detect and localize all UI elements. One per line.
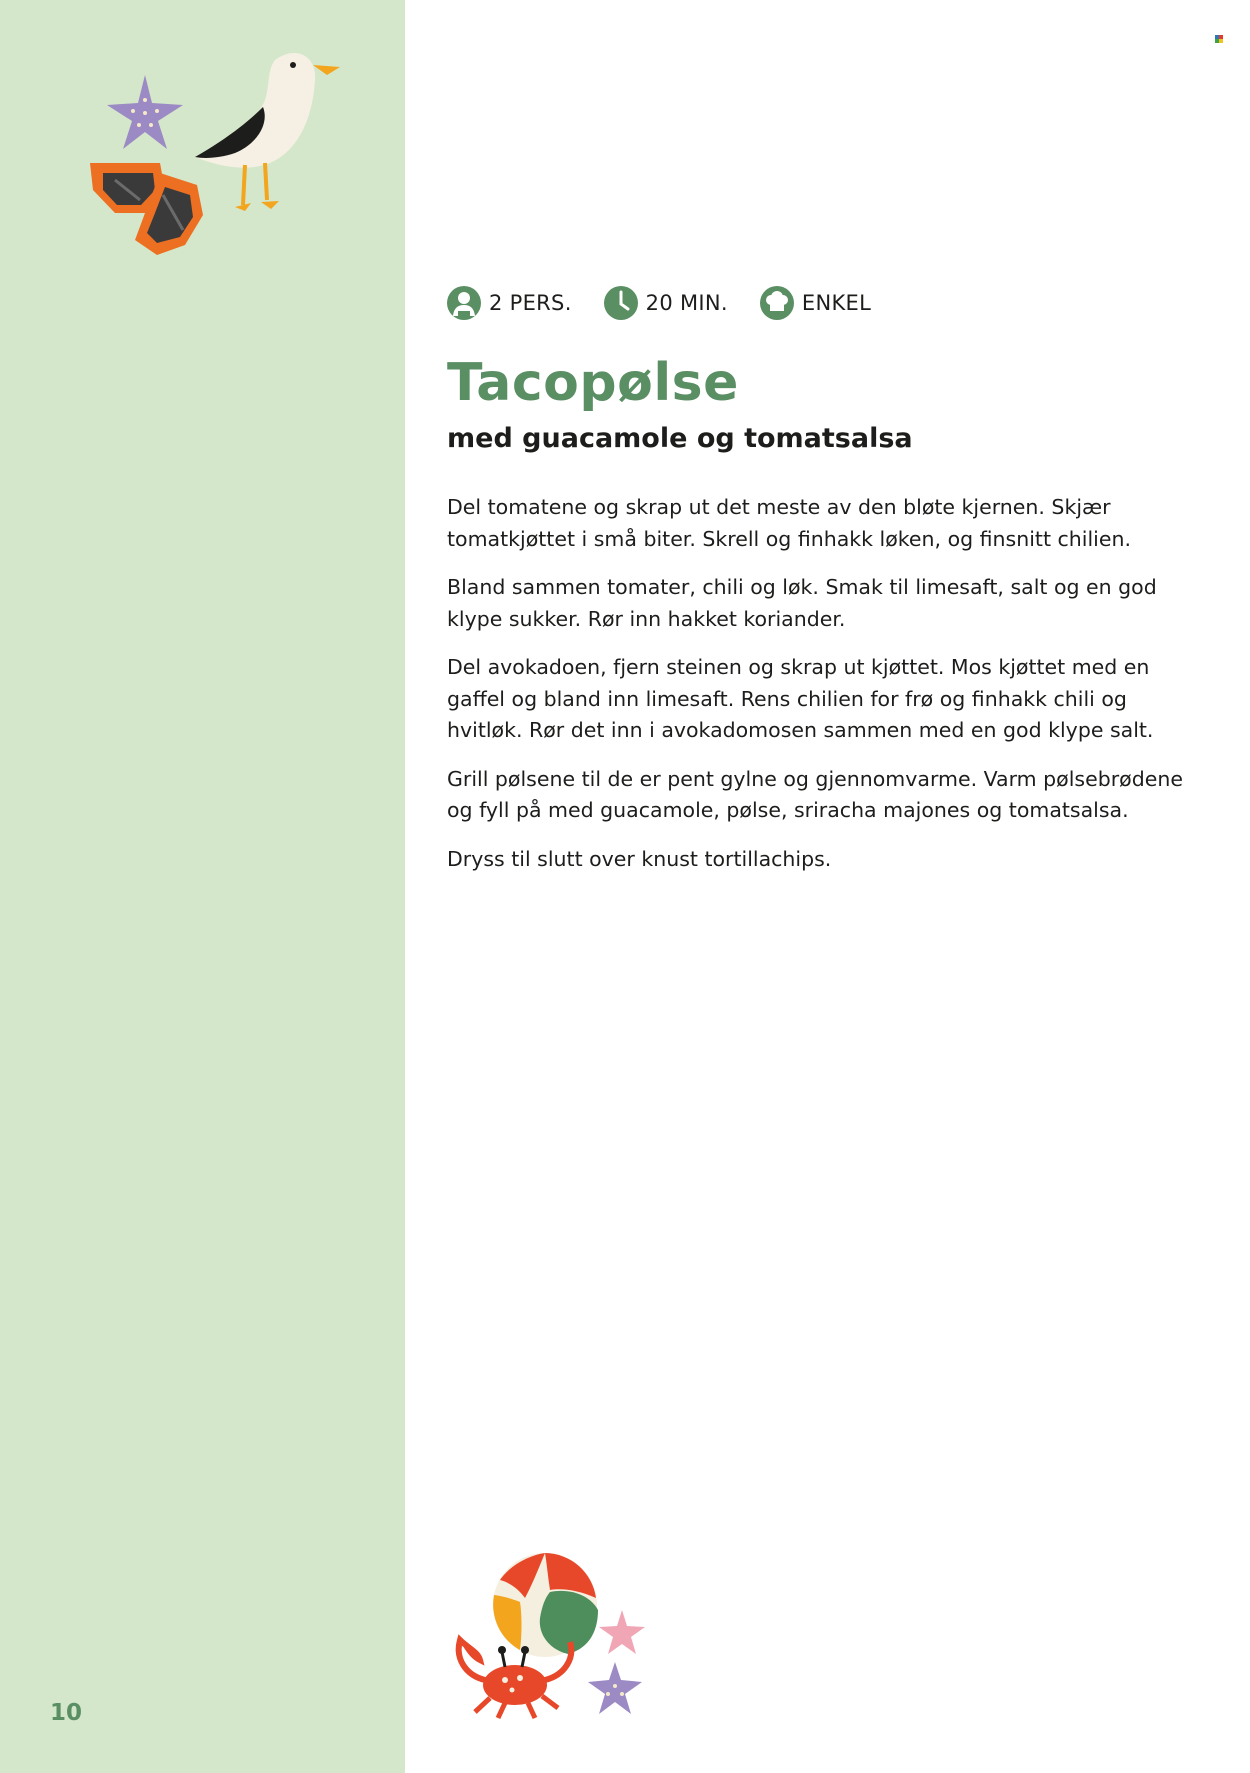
page-number: 10 bbox=[50, 1700, 83, 1726]
recipe-step: Del avokadoen, fjern steinen og skrap ut kjøttet. Mos kjøttet med en gaffel og bland inn limesaft. Rens chilien for frø og finhakk chili og hvitløk. Rør det inn i avokadomosen sammen med en god klype salt. bbox=[447, 655, 1154, 742]
person-icon bbox=[447, 286, 481, 320]
sunglasses-icon bbox=[90, 163, 203, 255]
recipe-title: Tacopølse bbox=[447, 353, 739, 413]
meta-time-label: 20 MIN. bbox=[645, 291, 728, 315]
purple-starfish-icon bbox=[588, 1662, 642, 1714]
clock-icon bbox=[604, 286, 638, 320]
pink-starfish-icon bbox=[599, 1610, 645, 1654]
meta-persons bbox=[447, 286, 572, 320]
recipe-subtitle: med guacamole og tomatsalsa bbox=[447, 423, 913, 454]
recipe-meta-row bbox=[447, 286, 903, 320]
chef-hat-icon bbox=[760, 286, 794, 320]
recipe-step: Del tomatene og skrap ut det meste av den bløte kjernen. Skjær tomatkjøttet i små biter. Skrell og finhakk løken, og finsnitt chilien. bbox=[447, 495, 1131, 551]
starfish-icon bbox=[107, 75, 183, 149]
recipe-step: Dryss til slutt over knust tortillachips. bbox=[447, 846, 832, 871]
meta-time bbox=[604, 286, 728, 320]
meta-difficulty bbox=[760, 286, 871, 320]
beach-ball-icon bbox=[493, 1553, 598, 1657]
meta-persons-label: 2 PERS. bbox=[489, 291, 572, 315]
ingredients-sidebar bbox=[0, 0, 405, 1773]
recipe-step: Grill pølsene til de er pent gylne og gjennomvarme. Varm pølsebrødene og fyll på med guacamole, pølse, sriracha majones og tomatsalsa. bbox=[447, 766, 1183, 822]
recipe-step: Bland sammen tomater, chili og løk. Smak til limesaft, salt og en god klype sukker. Rør inn hakket koriander. bbox=[447, 575, 1157, 631]
meta-difficulty-label: ENKEL bbox=[801, 291, 872, 315]
color-mark-icon bbox=[1215, 35, 1223, 43]
seagull-icon bbox=[195, 53, 340, 211]
beach-illustration-bottom bbox=[450, 1540, 660, 1725]
recipe-steps bbox=[447, 492, 1207, 892]
beach-illustration-top bbox=[85, 45, 355, 265]
